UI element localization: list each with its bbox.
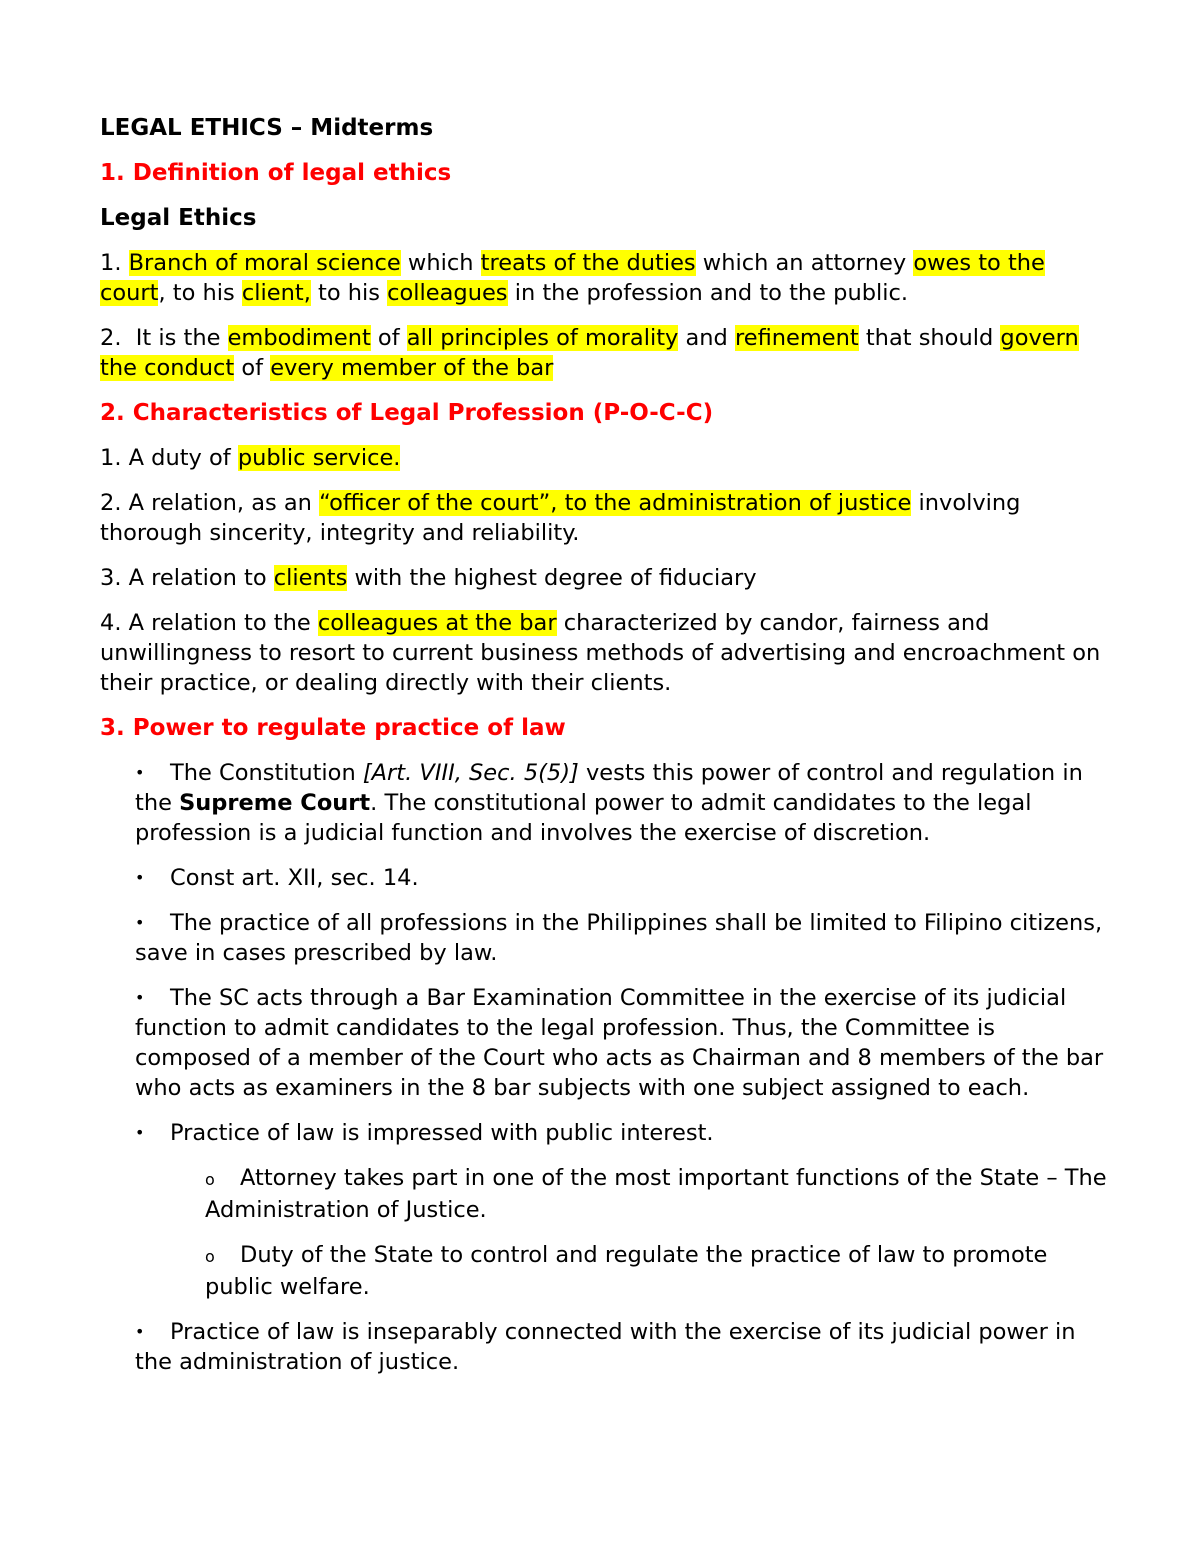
section-3-heading: 3. Power to regulate practice of law bbox=[100, 715, 566, 741]
highlight: colleagues bbox=[387, 280, 508, 306]
highlight: treats of the duties bbox=[480, 250, 696, 276]
highlight: all principles of morality bbox=[406, 325, 679, 351]
definition-paragraph-1: 1. Branch of moral science which treats of the duties which an attorney owes to the court, to his client, to his colleagues in the profession and to the public. bbox=[100, 250, 1045, 306]
highlight: every member of the bar bbox=[270, 355, 554, 381]
characteristic-1: 1. A duty of public service. bbox=[100, 445, 401, 471]
characteristic-2: 2. A relation, as an “officer of the court”, to the administration of justice involving thorough sincerity, integrity and reliability. bbox=[100, 490, 1021, 546]
document-body bbox=[100, 113, 1110, 1392]
bullet-icon: • bbox=[135, 1123, 145, 1142]
list-item: • The Constitution [Art. VIII, Sec. 5(5)] vests this power of control and regulation in the Supreme Court. The constitutional power to admit candidates to the legal profession is a judicial function and involves the exercise of discretion. bbox=[135, 760, 1083, 846]
highlight: embodiment bbox=[227, 325, 371, 351]
bullet-icon: • bbox=[135, 763, 145, 782]
bullet-icon: • bbox=[135, 913, 145, 932]
highlight: clients bbox=[273, 565, 348, 591]
highlight: Branch of moral science bbox=[128, 250, 401, 276]
characteristic-3: 3. A relation to clients with the highest degree of fiduciary bbox=[100, 565, 757, 591]
highlight: govern the conduct bbox=[100, 325, 1079, 381]
list-item: • Practice of law is inseparably connected with the exercise of its judicial power in the administration of justice. bbox=[135, 1319, 1076, 1375]
sub-list-item: o Duty of the State to control and regulate the practice of law to promote public welfare. bbox=[205, 1242, 1048, 1300]
highlight: public service. bbox=[237, 445, 401, 471]
section-1-subheading: Legal Ethics bbox=[100, 205, 257, 231]
section-2-heading: 2. Characteristics of Legal Profession (P-O-C-C) bbox=[100, 400, 714, 426]
list-item: • The practice of all professions in the Philippines shall be limited to Filipino citizens, save in cases prescribed by law. bbox=[135, 910, 1103, 966]
section-1-heading: 1. Definition of legal ethics bbox=[100, 160, 452, 186]
highlight: colleagues at the bar bbox=[317, 610, 557, 636]
circle-bullet-icon: o bbox=[205, 1170, 215, 1189]
circle-bullet-icon: o bbox=[205, 1247, 215, 1266]
bullet-icon: • bbox=[135, 988, 145, 1007]
sub-list-item: o Attorney takes part in one of the most important functions of the State – The Administration of Justice. bbox=[205, 1165, 1107, 1223]
highlight: owes to the court bbox=[100, 250, 1045, 306]
list-item: • The SC acts through a Bar Examination Committee in the exercise of its judicial function to admit candidates to the legal profession. Thus, the Committee is composed of a member of the Court who acts as Chairman and 8 members of the bar who acts as examiners in the 8 bar subjects with one subject assigned to each. bbox=[135, 985, 1104, 1101]
highlight: client, bbox=[241, 280, 311, 306]
document-title: LEGAL ETHICS – Midterms bbox=[100, 115, 434, 141]
characteristic-4: 4. A relation to the colleagues at the bar characterized by candor, fairness and unwillingness to resort to current business methods of advertising and encroachment on their practice, or dealing directly with their clients. bbox=[100, 610, 1101, 696]
list-item: • Const art. XII, sec. 14. bbox=[135, 865, 419, 891]
highlight: “officer of the court”, to the administration of justice bbox=[319, 490, 912, 516]
bullet-icon: • bbox=[135, 868, 145, 887]
definition-paragraph-2: 2. It is the embodiment of all principles of morality and refinement that should govern the conduct of every member of the bar bbox=[100, 325, 1079, 381]
bullet-icon: • bbox=[135, 1322, 145, 1341]
list-item: • Practice of law is impressed with public interest. bbox=[135, 1120, 714, 1146]
highlight: refinement bbox=[734, 325, 859, 351]
